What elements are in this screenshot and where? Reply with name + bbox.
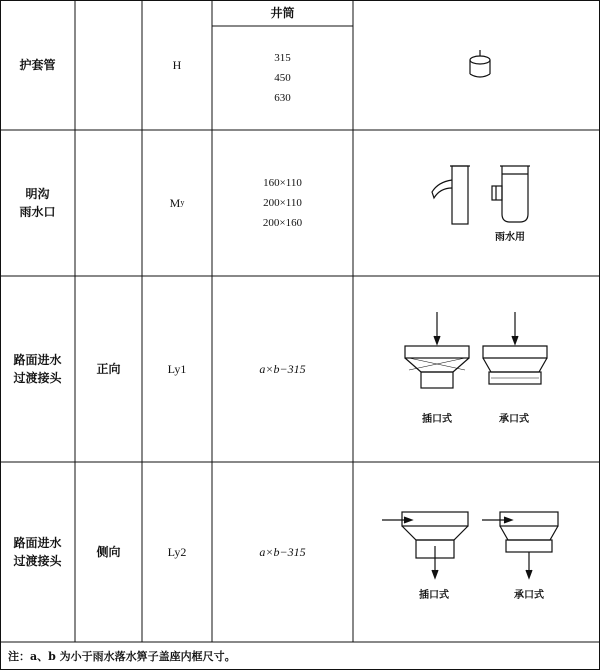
row1-code: H (172, 58, 182, 72)
row4-code: Ly2 (167, 545, 187, 559)
side-joint-figure (382, 506, 562, 586)
row2-name-l1: 明沟 (25, 187, 50, 201)
protective-sleeve-figure (455, 50, 505, 90)
row2-size-1: 160×110 (263, 177, 302, 189)
row3-fig-label-socket: 承口式 (499, 414, 529, 425)
header-col4: 井筒 (270, 6, 295, 20)
row3-code: Ly1 (167, 362, 187, 376)
row4-sub: 侧向 (96, 545, 121, 559)
row4-size: a×b−315 (259, 545, 306, 559)
row3-sub: 正向 (96, 362, 121, 376)
row2-code-sub: y (180, 198, 185, 207)
row3-fig-label-spigot: 插口式 (422, 414, 452, 425)
row2-size-2: 200×110 (263, 197, 302, 209)
row1-sizes (212, 26, 353, 130)
row1-size-2: 450 (274, 72, 291, 84)
row2-sizes (212, 130, 353, 276)
ditch-inlet-figure (420, 158, 540, 228)
row3-name-l1: 路面进水 (13, 353, 62, 367)
row3-name (0, 276, 75, 462)
row1-name-l1: 护套管 (19, 58, 56, 72)
row1-size-3: 630 (274, 92, 291, 104)
row2-size-3: 200×160 (262, 217, 303, 229)
row4-fig-label-socket: 承口式 (514, 590, 544, 601)
row3-size: a×b−315 (259, 362, 306, 376)
row4-fig-label-spigot: 插口式 (419, 590, 449, 601)
row4-name-l1: 路面进水 (13, 536, 62, 550)
row2-code-main: M (169, 196, 181, 210)
forward-joint-figure (395, 312, 555, 402)
row3-name-l2: 过渡接头 (13, 371, 62, 385)
row1-name (0, 0, 75, 130)
row2-name-l2: 雨水口 (19, 205, 56, 219)
row1-size-1: 315 (274, 52, 291, 64)
row2-name (0, 130, 75, 276)
row2-fig-label: 雨水用 (495, 232, 525, 243)
row4-name-l2: 过渡接头 (13, 554, 62, 568)
row4-name (0, 462, 75, 642)
row2-code (142, 130, 212, 276)
footnote: 注：a、b 为小于雨水落水箅子盖座内框尺寸。 (8, 650, 236, 663)
